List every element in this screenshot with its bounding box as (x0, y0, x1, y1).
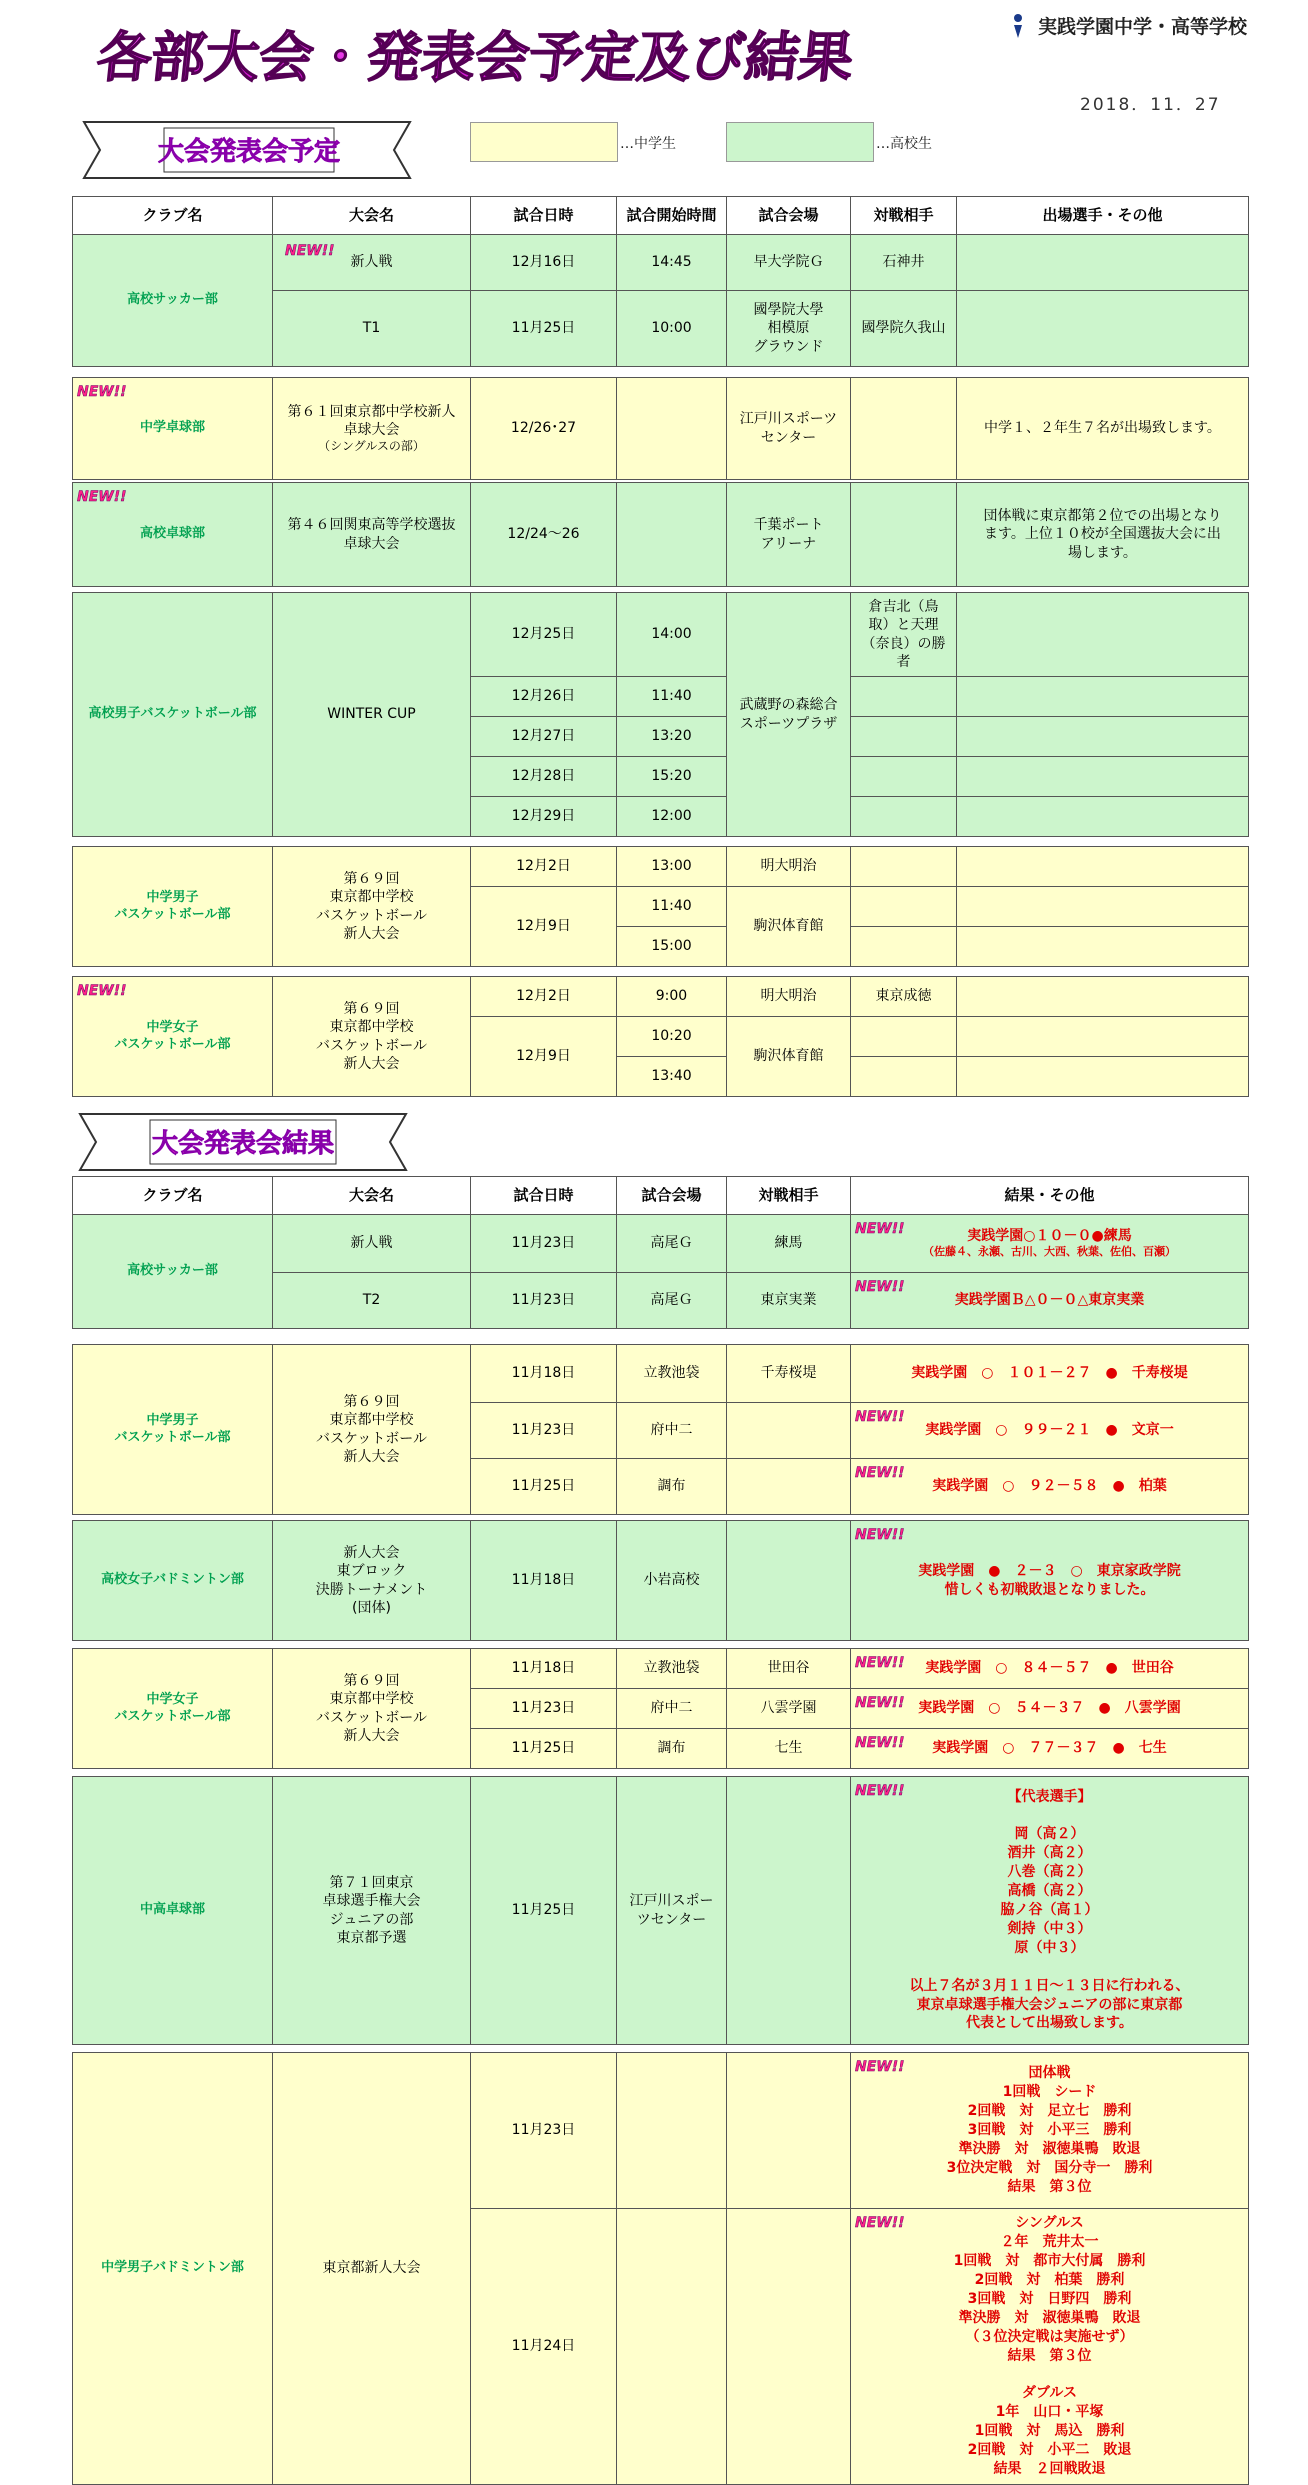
svg-text:NEW!!: NEW!! (77, 489, 127, 505)
table-cell: 11月23日 (471, 1273, 617, 1329)
table-cell: NEW!! 実践学園 ○ ７７－３７ ● 七生 (851, 1729, 1249, 1769)
table-row (73, 1777, 1249, 2045)
club-name: 高校サッカー部 (73, 235, 273, 367)
table-cell: NEW!! 実践学園 ● ２－３ ○ 東京家政学院 惜しくも初戦敗退となりました。 (851, 1521, 1249, 1641)
table-cell: 中学女子 バスケットボール部 (73, 1649, 273, 1769)
col-date: 試合日時 (471, 197, 617, 235)
new-badge-icon (853, 1779, 905, 1801)
col-opponent: 対戦相手 (851, 197, 957, 235)
table-cell: 江戸川スポーツ センター (727, 378, 851, 480)
table-cell: 11:40 (617, 887, 727, 927)
table-cell: 倉吉北（鳥 取）と天理 （奈良）の勝 者 (851, 593, 957, 677)
table-cell: 11月25日 (471, 291, 617, 367)
new-badge-icon (75, 485, 127, 507)
table-cell: 小岩高校 (617, 1521, 727, 1641)
col-result: 結果・その他 (851, 1177, 1249, 1215)
schedule-table-gbb (72, 976, 1249, 1097)
table-cell (617, 483, 727, 587)
page-title (92, 14, 857, 94)
table-cell: 12月2日 (471, 847, 617, 887)
table-cell: 第６９回 東京都中学校 バスケットボール 新人大会 (273, 977, 471, 1097)
table-row (73, 1521, 1249, 1641)
svg-text:NEW!!: NEW!! (855, 2059, 905, 2075)
new-badge-icon (853, 2055, 905, 2077)
table-cell: 練馬 (727, 1215, 851, 1273)
table-cell (851, 927, 957, 967)
table-cell (957, 757, 1249, 797)
table-cell: 10:00 (617, 291, 727, 367)
legend-hs-swatch (726, 122, 874, 162)
col-start: 試合開始時間 (617, 197, 727, 235)
svg-text:NEW!!: NEW!! (855, 1279, 905, 1295)
table-cell: 11:40 (617, 677, 727, 717)
table-cell: 國學院久我山 (851, 291, 957, 367)
table-cell (957, 927, 1249, 967)
table-cell (727, 1459, 851, 1515)
table-cell (851, 797, 957, 837)
school-logo (1010, 12, 1247, 39)
table-cell: 14:00 (617, 593, 727, 677)
table-cell: 団体戦に東京都第２位での出場となり ます。上位１０校が全国選抜大会に出 場します。 (957, 483, 1249, 587)
table-cell (851, 483, 957, 587)
table-cell (851, 1057, 957, 1097)
table-cell (957, 235, 1249, 291)
table-cell: 高校女子バドミントン部 (73, 1521, 273, 1641)
svg-text:NEW!!: NEW!! (855, 1735, 905, 1751)
table-cell: 11月25日 (471, 1777, 617, 2045)
table-row (73, 593, 1249, 677)
table-cell: 12月26日 (471, 677, 617, 717)
table-cell (617, 2053, 727, 2209)
legend-hs-label: …高校生 (876, 136, 932, 152)
table-cell: 高尾Ｇ (617, 1273, 727, 1329)
table-cell: 江戸川スポー ツセンター (617, 1777, 727, 2045)
table-cell (727, 1777, 851, 2045)
table-row (73, 1215, 1249, 1273)
table-cell: 12月16日 (471, 235, 617, 291)
table-cell: 早大学院Ｇ (727, 235, 851, 291)
schedule-table-mtt (72, 377, 1249, 480)
svg-text:NEW!!: NEW!! (855, 1783, 905, 1799)
col-event: 大会名 (273, 197, 471, 235)
table-cell (851, 378, 957, 480)
col-club: クラブ名 (73, 197, 273, 235)
table-cell: 駒沢体育館 (727, 1017, 851, 1097)
table-cell: 11月25日 (471, 1459, 617, 1515)
table-cell: 府中二 (617, 1689, 727, 1729)
svg-text:NEW!!: NEW!! (855, 1465, 905, 1481)
table-cell: 調布 (617, 1459, 727, 1515)
table-cell: 中高卓球部 (73, 1777, 273, 2045)
col-venue: 試合会場 (727, 197, 851, 235)
col-event: 大会名 (273, 1177, 471, 1215)
new-badge-icon (853, 1651, 905, 1673)
table-cell (851, 677, 957, 717)
table-cell: 13:40 (617, 1057, 727, 1097)
table-cell: 武蔵野の森総合 スポーツプラザ (727, 593, 851, 837)
table-cell: 千葉ポート アリーナ (727, 483, 851, 587)
table-cell: 13:00 (617, 847, 727, 887)
table-cell: 第６９回 東京都中学校 バスケットボール 新人大会 (273, 1345, 471, 1515)
col-club: クラブ名 (73, 1177, 273, 1215)
table-cell: 11月23日 (471, 1403, 617, 1459)
table-cell: 立教池袋 (617, 1649, 727, 1689)
legend-ms-label: …中学生 (620, 136, 676, 152)
table-cell: 千寿桜堤 (727, 1345, 851, 1403)
table-cell: NEW!! 実践学園 ○ ８４－５７ ● 世田谷 (851, 1649, 1249, 1689)
table-cell: 第６９回 東京都中学校 バスケットボール 新人大会 (273, 1649, 471, 1769)
table-cell: NEW!! 実践学園 ○ ５４－３７ ● 八雲学園 (851, 1689, 1249, 1729)
new-badge-icon (75, 979, 127, 1001)
table-cell: NEW!! 実践学園Ｂ△０－０△東京実業 (851, 1273, 1249, 1329)
table-cell: 14:45 (617, 235, 727, 291)
table-cell: T1 (273, 291, 471, 367)
table-cell (851, 847, 957, 887)
table-row (73, 1649, 1249, 1689)
svg-text:NEW!!: NEW!! (855, 1221, 905, 1237)
table-cell: NEW!! 高校卓球部 (73, 483, 273, 587)
table-cell (851, 757, 957, 797)
table-cell: 10:20 (617, 1017, 727, 1057)
results-table-mbb (72, 1344, 1249, 1515)
svg-text:NEW!!: NEW!! (285, 243, 335, 259)
results-table-gbb (72, 1648, 1249, 1769)
table-cell: 11月24日 (471, 2209, 617, 2485)
svg-text:NEW!!: NEW!! (855, 2215, 905, 2231)
table-cell: 15:00 (617, 927, 727, 967)
table-cell (957, 593, 1249, 677)
table-cell (851, 1017, 957, 1057)
table-cell: 高校サッカー部 (73, 1215, 273, 1329)
table-cell: 12月9日 (471, 887, 617, 967)
table-cell: 世田谷 (727, 1649, 851, 1689)
table-cell (617, 378, 727, 480)
table-cell: 第６１回東京都中学校新人 卓球大会 （シングルスの部） (273, 378, 471, 480)
table-cell: 七生 (727, 1729, 851, 1769)
table-cell: 八雲学園 (727, 1689, 851, 1729)
table-row (73, 235, 1249, 291)
table-cell: 12/26･27 (471, 378, 617, 480)
table-cell: 11月18日 (471, 1345, 617, 1403)
new-badge-icon (853, 1523, 905, 1545)
table-cell: NEW!! 中学卓球部 (73, 378, 273, 480)
results-table (72, 1176, 1249, 1329)
new-badge-icon (853, 2211, 905, 2233)
table-cell: NEW!! 団体戦 1回戦 シード 2回戦 対 足立七 勝利 3回戦 対 小平三 勝利 準決勝 対 淑徳巣鴨 敗退 3位決定戦 対 国分寺一 勝利 結果 第３位 (851, 2053, 1249, 2209)
table-cell (851, 887, 957, 927)
new-badge-icon (853, 1217, 905, 1239)
table-cell: 11月23日 (471, 1215, 617, 1273)
table-cell: 新人大会 東ブロック 決勝トーナメント (団体) (273, 1521, 471, 1641)
table-cell: 11月23日 (471, 2053, 617, 2209)
table-cell: NEW!! 実践学園 ○ ９９－２１ ● 文京一 (851, 1403, 1249, 1459)
table-cell (851, 717, 957, 757)
table-cell (727, 1521, 851, 1641)
table-cell: 中学男子 バスケットボール部 (73, 1345, 273, 1515)
table-cell (957, 717, 1249, 757)
results-table-hbd (72, 1520, 1249, 1641)
results-table-tt (72, 1776, 1249, 2045)
table-cell: 12月9日 (471, 1017, 617, 1097)
table-cell: 第４６回関東高等学校選抜 卓球大会 (273, 483, 471, 587)
legend-ms-swatch (470, 122, 618, 162)
table-cell: 11月23日 (471, 1689, 617, 1729)
schedule-table-mbb (72, 846, 1249, 967)
table-cell: 中学１、２年生７名が出場致します。 (957, 378, 1249, 480)
table-cell: 第７１回東京 卓球選手権大会 ジュニアの部 東京都予選 (273, 1777, 471, 2045)
table-cell: 明大明治 (727, 847, 851, 887)
table-row (73, 977, 1249, 1017)
table-cell (957, 1017, 1249, 1057)
table-cell: 東京都新人大会 (273, 2053, 471, 2485)
svg-text:NEW!!: NEW!! (855, 1409, 905, 1425)
table-cell: 12:00 (617, 797, 727, 837)
results-table-mbd (72, 2052, 1249, 2485)
table-cell (957, 847, 1249, 887)
table-cell: NEW!! 実践学園 ○ ９２－５８ ● 柏葉 (851, 1459, 1249, 1515)
table-cell: NEW!! 中学女子 バスケットボール部 (73, 977, 273, 1097)
table-cell (957, 887, 1249, 927)
new-badge-icon (853, 1691, 905, 1713)
table-cell: 9:00 (617, 977, 727, 1017)
table-cell: 新人戦 (273, 1215, 471, 1273)
table-cell: 実践学園 ○ １０１－２７ ● 千寿桜堤 (851, 1345, 1249, 1403)
table-cell: 12月2日 (471, 977, 617, 1017)
table-cell: 12月28日 (471, 757, 617, 797)
table-cell: 中学男子バドミントン部 (73, 2053, 273, 2485)
table-cell: 國學院大學 相模原 グラウンド (727, 291, 851, 367)
table-cell: 12月27日 (471, 717, 617, 757)
col-date: 試合日時 (471, 1177, 617, 1215)
table-row (73, 1345, 1249, 1403)
col-venue: 試合会場 (617, 1177, 727, 1215)
schedule-table-hbb (72, 592, 1249, 837)
table-cell: 12月25日 (471, 593, 617, 677)
table-cell: 高尾Ｇ (617, 1215, 727, 1273)
schedule-table-htt (72, 482, 1249, 587)
table-row (73, 847, 1249, 887)
school-name: 実践学園中学・高等学校 (1038, 16, 1248, 38)
table-cell (957, 291, 1249, 367)
table-row (73, 483, 1249, 587)
table-cell: 高校男子バスケットボール部 (73, 593, 273, 837)
table-cell (957, 797, 1249, 837)
table-cell: 11月18日 (471, 1649, 617, 1689)
new-badge-icon (853, 1405, 905, 1427)
table-cell: 府中二 (617, 1403, 727, 1459)
new-badge-icon (853, 1275, 905, 1297)
update-date: 2018．11．27 (1080, 95, 1221, 115)
svg-text:大会発表会結果: 大会発表会結果 (151, 1129, 335, 1159)
tt-result-cell: NEW!! 【代表選手】 岡（高２） 酒井（高２） 八巻（高２） 高橋（高２） 脇ノ谷（高１） 剣持（中３） 原（中３） 以上７名が３月１１日～１３日に行われる、 東京卓球選手権大会ジュニアの部に東京都 代表として出場致します。 (851, 1777, 1249, 2045)
schedule-table (72, 196, 1249, 367)
table-cell: 第６９回 東京都中学校 バスケットボール 新人大会 (273, 847, 471, 967)
table-row (73, 378, 1249, 480)
new-badge-icon (853, 1461, 905, 1483)
table-cell: 調布 (617, 1729, 727, 1769)
table-cell: WINTER CUP (273, 593, 471, 837)
new-badge-icon (853, 1731, 905, 1753)
svg-text:NEW!!: NEW!! (77, 983, 127, 999)
table-cell: 中学男子 バスケットボール部 (73, 847, 273, 967)
table-cell: 13:20 (617, 717, 727, 757)
table-cell: 12/24～26 (471, 483, 617, 587)
table-cell: 東京成徳 (851, 977, 957, 1017)
table-cell: NEW!! 新人戦 (273, 235, 471, 291)
svg-text:NEW!!: NEW!! (855, 1655, 905, 1671)
table-cell: 15:20 (617, 757, 727, 797)
table-cell (957, 977, 1249, 1017)
table-cell: NEW!! 実践学園○１０－０●練馬 （佐藤４、永瀬、古川、大西、秋葉、佐伯、百瀬） (851, 1215, 1249, 1273)
svg-text:NEW!!: NEW!! (77, 384, 127, 400)
table-cell (957, 1057, 1249, 1097)
table-cell: T2 (273, 1273, 471, 1329)
table-cell: 石神井 (851, 235, 957, 291)
results-banner (78, 1110, 408, 1174)
svg-text:NEW!!: NEW!! (855, 1695, 905, 1711)
schedule-banner (82, 118, 412, 182)
table-cell (727, 2053, 851, 2209)
table-row (73, 2053, 1249, 2209)
col-opponent: 対戦相手 (727, 1177, 851, 1215)
new-badge-icon (75, 380, 127, 402)
school-emblem-icon (1010, 13, 1032, 39)
new-badge-icon (283, 239, 335, 261)
table-cell: 東京実業 (727, 1273, 851, 1329)
col-notes: 出場選手・その他 (957, 197, 1249, 235)
table-cell (957, 677, 1249, 717)
svg-text:各部大会・発表会予定及び結果: 各部大会・発表会予定及び結果 (94, 26, 857, 89)
table-cell: 12月29日 (471, 797, 617, 837)
svg-text:NEW!!: NEW!! (855, 1527, 905, 1543)
table-cell (617, 2209, 727, 2485)
svg-text:大会発表会予定: 大会発表会予定 (157, 137, 341, 167)
table-cell: 11月25日 (471, 1729, 617, 1769)
table-cell: 明大明治 (727, 977, 851, 1017)
table-cell: NEW!! シングルス ２年 荒井太一 1回戦 対 都市大付属 勝利 2回戦 対 柏葉 勝利 3回戦 対 日野四 勝利 準決勝 対 淑徳巣鴨 敗退 （３位決定戦は実施せず） 結果 第３位 ダブルス 1年 山口・平塚 1回戦 対 馬込 勝利 2回戦 対 小平二 敗退 結果 ２回戦敗退 (851, 2209, 1249, 2485)
table-cell: 11月18日 (471, 1521, 617, 1641)
table-cell (727, 2209, 851, 2485)
table-cell: 立教池袋 (617, 1345, 727, 1403)
table-cell: 駒沢体育館 (727, 887, 851, 967)
table-cell (727, 1403, 851, 1459)
